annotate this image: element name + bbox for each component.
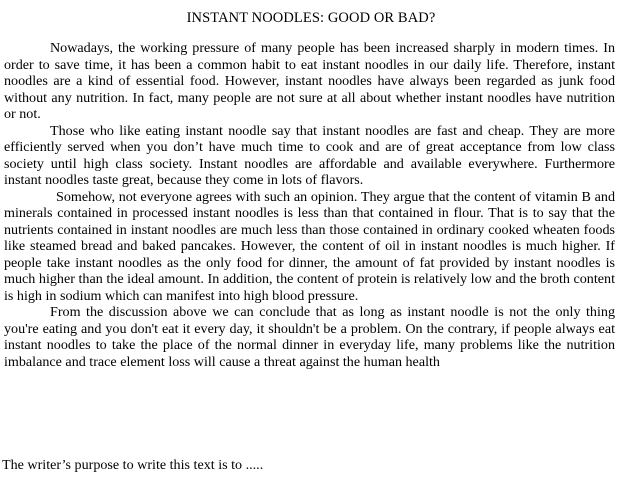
- paragraph-4: From the discussion above we can conclude that as long as instant noodle is not the only thing you're eating and you don't eat it every day, it shouldn't be a problem. On the contrary, if people always eat instant noodles to take the place of the normal dinner in everyday life, many problems like the nutrition imbalance and trace element loss will cause a threat against the human health: [4, 304, 615, 370]
- paragraph-2: Those who like eating instant noodle say that instant noodles are fast and cheap. They are more efficiently served when you don’t have much time to cook and are of great acceptance from low class society until high class society. Instant noodles are affordable and available everywhere. Furthermore instant noodles taste great, because they come in lots of flavors.: [4, 122, 615, 188]
- paragraph-1: Nowadays, the working pressure of many people has been increased sharply in modern times. In order to save time, it has been a common habit to eat instant noodles in our daily life. Therefore, instant noodles are a kind of essential food. However, instant noodles have always been regarded as junk food without any nutrition. In fact, many people are not sure at all about whether instant noodles have nutrition or not.: [4, 40, 615, 122]
- article-body: [4, 40, 615, 370]
- paragraph-3: Somehow, not everyone agrees with such an opinion. They argue that the content of vitamin B and minerals contained in processed instant noodles is less than that contained in flour. That is to say that the nutrients contained in instant noodles are much less than those contained in ordinary cooked wheaten foods like steamed bread and baked pancakes. However, the content of oil in instant noodles is much higher. If people take instant noodles as the only food for dinner, the amount of fat provided by instant noodles is much higher than the ideal amount. In addition, the content of protein is relatively low and the broth content is high in sodium which can manifest into high blood pressure.: [4, 188, 615, 304]
- document-title: INSTANT NOODLES: GOOD OR BAD?: [186, 10, 436, 26]
- question-prompt: The writer’s purpose to write this text is to .....: [2, 457, 264, 473]
